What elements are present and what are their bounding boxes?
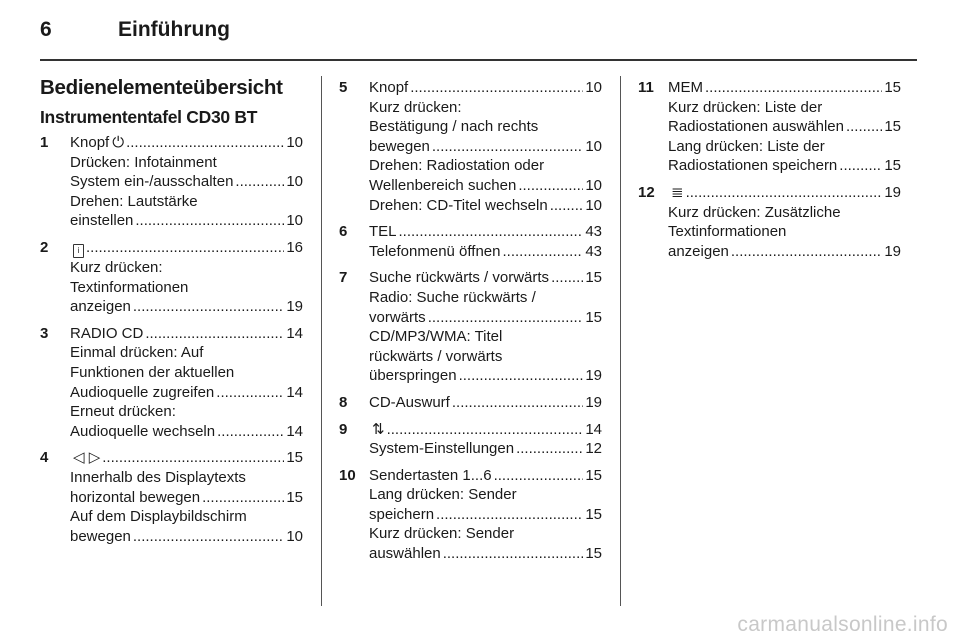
item-line (70, 448, 303, 468)
item-line (369, 366, 602, 386)
leader-dots (410, 78, 583, 98)
item-label: bewegen (70, 527, 131, 545)
item-label: einstellen (70, 212, 134, 230)
item-label: bewegen (369, 137, 430, 155)
leader-dots (705, 78, 882, 98)
item-text (70, 211, 133, 231)
item-line (369, 98, 602, 118)
item-line (70, 211, 303, 231)
page-reference: 15 (884, 157, 901, 175)
page-reference: 19 (286, 298, 303, 316)
item-text (369, 308, 426, 328)
item-text (70, 278, 188, 298)
item-line (369, 242, 602, 262)
item-label: Lang drücken: Sender (369, 486, 517, 504)
page-reference: 43 (585, 223, 602, 241)
item-label: Radiostationen speichern (668, 157, 838, 175)
leader-dots (399, 222, 584, 242)
item-line (70, 192, 303, 212)
item-text (70, 488, 200, 508)
item-line (70, 343, 303, 363)
item-label: MEM (668, 79, 703, 96)
page-header (40, 18, 917, 48)
item-text (668, 222, 786, 242)
item-line (70, 324, 303, 344)
leader-dots (428, 308, 584, 328)
item-line (70, 402, 303, 422)
item-text (70, 238, 84, 258)
page-title: Einführung (118, 18, 230, 41)
leader-dots (518, 176, 583, 196)
item-line (70, 258, 303, 278)
item-line (668, 98, 901, 118)
item-label: Audioquelle wechseln (70, 422, 216, 440)
item-text (369, 347, 502, 367)
item-line (70, 488, 303, 508)
page-reference: 10 (585, 137, 602, 155)
page-reference: 12 (585, 440, 602, 458)
page-reference: 14 (286, 422, 303, 440)
item-number: 3 (40, 324, 49, 342)
item-label: Erneut drücken: (70, 403, 176, 421)
list-item (40, 324, 303, 442)
item-number: 10 (339, 466, 356, 484)
leader-dots (731, 242, 882, 262)
item-text (369, 366, 457, 386)
item-line (668, 222, 901, 242)
item-line (369, 222, 602, 242)
item-line (369, 137, 602, 157)
list-item (339, 466, 602, 564)
settings-icon: ⇅ (372, 420, 385, 438)
item-label: rückwärts / vorwärts (369, 347, 503, 365)
page-reference: 10 (286, 212, 303, 230)
item-line (70, 153, 303, 173)
item-text (369, 327, 502, 347)
page-reference: 15 (884, 79, 901, 96)
page-reference: 15 (585, 269, 602, 287)
item-text (369, 288, 536, 308)
header-rule (40, 59, 917, 61)
page-reference: 15 (585, 308, 602, 326)
page-reference: 10 (286, 173, 303, 191)
leader-dots (846, 117, 882, 137)
column-divider-1 (321, 76, 322, 606)
item-label: Drehen: CD-Titel wechseln (369, 196, 548, 214)
item-line (70, 297, 303, 317)
item-text (369, 98, 462, 118)
leader-dots (126, 133, 284, 153)
item-text (369, 176, 516, 196)
page-reference: 19 (884, 183, 901, 201)
item-line (369, 505, 602, 525)
item-line (369, 347, 602, 367)
item-label: Bestätigung / nach rechts (369, 118, 539, 136)
page-reference: 19 (884, 242, 901, 260)
list-item (339, 78, 602, 215)
list-item (339, 393, 602, 413)
item-number: 12 (638, 183, 655, 201)
item-text (668, 137, 825, 157)
leader-dots (839, 156, 882, 176)
item-line (369, 78, 602, 98)
text-info-icon: ≣ (671, 183, 684, 201)
item-label: anzeigen (70, 298, 131, 316)
leader-dots (459, 366, 584, 386)
page-reference: 15 (585, 505, 602, 523)
item-text (369, 196, 548, 216)
item-text (369, 156, 544, 176)
list-item (339, 420, 602, 459)
item-label: horizontal bewegen (70, 488, 201, 506)
item-label: Knopf (369, 79, 409, 96)
item-text (70, 258, 163, 278)
item-line (70, 278, 303, 298)
item-label: Funktionen der aktuellen (70, 363, 235, 381)
leader-dots (452, 393, 583, 413)
item-label: CD-Auswurf (369, 393, 450, 411)
item-text (70, 383, 214, 403)
leader-dots (686, 183, 883, 203)
item-label: Knopf (70, 134, 110, 151)
item-label: Radiostationen auswählen (668, 118, 844, 136)
page-reference: 15 (585, 466, 602, 484)
item-line (70, 383, 303, 403)
leader-dots (516, 439, 583, 459)
item-text (369, 268, 549, 288)
item-text (369, 137, 430, 157)
item-label: Textinformationen (668, 223, 787, 241)
list-item (339, 268, 602, 386)
item-line (70, 172, 303, 192)
page-reference: 10 (585, 196, 602, 214)
item-label: TEL (369, 223, 397, 241)
item-line (369, 288, 602, 308)
item-text (70, 402, 176, 422)
page-reference: 14 (286, 383, 303, 401)
item-number: 4 (40, 449, 49, 467)
page-reference: 10 (286, 527, 303, 545)
item-label: CD/MP3/WMA: Titel (369, 328, 503, 346)
item-number: 5 (339, 79, 348, 96)
item-number: 8 (339, 393, 348, 411)
item-line (668, 156, 901, 176)
item-text (70, 324, 143, 344)
item-label: Sendertasten 1...6 (369, 466, 492, 484)
item-line (668, 117, 901, 137)
item-line (369, 327, 602, 347)
item-label: Drücken: Infotainment (70, 153, 217, 171)
page-reference: 10 (286, 134, 303, 151)
leader-dots (102, 448, 284, 468)
item-label: Kurz drücken: Sender (369, 525, 515, 543)
item-line (668, 78, 901, 98)
item-text (369, 117, 538, 137)
item-text (70, 527, 131, 547)
page-reference: 10 (585, 176, 602, 194)
item-label: RADIO CD (70, 324, 144, 342)
column-1 (40, 133, 303, 553)
item-text (369, 466, 492, 486)
item-text (668, 203, 841, 223)
item-label: Kurz drücken: (70, 258, 163, 276)
page-reference: 15 (884, 118, 901, 136)
page-reference: 14 (286, 324, 303, 342)
leader-dots (217, 422, 284, 442)
page-reference: 16 (286, 238, 303, 256)
item-text (668, 78, 703, 98)
item-text (70, 422, 215, 442)
item-label: Einmal drücken: Auf (70, 344, 204, 362)
leader-dots (432, 137, 583, 157)
item-label: überspringen (369, 367, 457, 385)
leader-dots (235, 172, 284, 192)
item-line (369, 176, 602, 196)
item-line (668, 183, 901, 203)
item-label: Radio: Suche rückwärts / (369, 288, 536, 306)
item-text (70, 133, 124, 153)
item-text (70, 363, 234, 383)
item-text (70, 192, 198, 212)
item-line (70, 133, 303, 153)
item-label: Drehen: Radiostation oder (369, 157, 545, 175)
item-line (70, 507, 303, 527)
page-reference: 14 (585, 420, 602, 438)
item-text (668, 242, 729, 262)
item-line (369, 420, 602, 440)
leader-dots (551, 268, 583, 288)
item-text (668, 183, 684, 203)
page-reference: 10 (585, 79, 602, 96)
item-line (369, 117, 602, 137)
item-line (70, 363, 303, 383)
item-text (668, 117, 844, 137)
item-number: 7 (339, 269, 348, 287)
item-number: 6 (339, 223, 348, 241)
list-item (40, 133, 303, 231)
item-text (369, 242, 501, 262)
list-item (339, 222, 602, 261)
item-label: Auf dem Displaybildschirm (70, 508, 247, 526)
item-line (369, 196, 602, 216)
item-text (369, 505, 434, 525)
left-right-arrows-icon: ◁ ▷ (73, 449, 101, 467)
item-text (70, 468, 246, 488)
item-text (369, 393, 450, 413)
column-3 (638, 78, 901, 268)
item-number: 9 (339, 420, 348, 438)
item-text (369, 439, 514, 459)
item-label: Kurz drücken: (369, 98, 462, 116)
leader-dots (202, 488, 284, 508)
item-line (668, 137, 901, 157)
item-label: speichern (369, 505, 435, 523)
item-line (369, 393, 602, 413)
item-text (70, 153, 217, 173)
page-reference: 43 (585, 242, 602, 260)
leader-dots (443, 544, 584, 564)
list-item (40, 448, 303, 546)
page-reference: 15 (286, 488, 303, 506)
item-label: System ein-/ausschalten (70, 173, 234, 191)
item-line (70, 468, 303, 488)
leader-dots (86, 238, 284, 258)
item-line (369, 466, 602, 486)
item-line (70, 238, 303, 258)
subsection-title: Instrumententafel CD30 BT (40, 107, 258, 127)
item-label: auswählen (369, 545, 441, 563)
item-text (369, 524, 514, 544)
leader-dots (145, 324, 284, 344)
item-text (668, 98, 822, 118)
item-label: Kurz drücken: Zusätzliche (668, 203, 841, 221)
column-divider-2 (620, 76, 621, 606)
item-line (369, 308, 602, 328)
item-line (369, 544, 602, 564)
item-line (369, 439, 602, 459)
item-label: Telefonmenü öffnen (369, 242, 501, 260)
item-text (70, 343, 203, 363)
item-line (369, 156, 602, 176)
item-text (70, 297, 131, 317)
item-label: Suche rückwärts / vorwärts (369, 269, 550, 287)
item-label: Audioquelle zugreifen (70, 383, 215, 401)
item-label: System-Einstellungen (369, 440, 515, 458)
item-text (369, 544, 441, 564)
item-text (70, 507, 247, 527)
item-label: Innerhalb des Displaytexts (70, 468, 246, 486)
item-line (70, 422, 303, 442)
leader-dots (133, 527, 284, 547)
item-text (668, 156, 837, 176)
item-line (668, 203, 901, 223)
item-number: 11 (638, 79, 654, 96)
item-label: anzeigen (668, 242, 729, 260)
item-text (369, 78, 408, 98)
leader-dots (494, 466, 584, 486)
leader-dots (436, 505, 583, 525)
item-label: Kurz drücken: Liste der (668, 98, 823, 116)
item-text (369, 485, 517, 505)
item-text (369, 420, 385, 440)
leader-dots (550, 196, 584, 216)
item-number: 2 (40, 238, 49, 256)
column-2 (339, 78, 602, 571)
item-number: 1 (40, 134, 49, 151)
item-line (369, 485, 602, 505)
leader-dots (216, 383, 284, 403)
leader-dots (387, 420, 584, 440)
leader-dots (503, 242, 584, 262)
item-text (70, 172, 233, 192)
leader-dots (135, 211, 284, 231)
item-label: Wellenbereich suchen (369, 176, 517, 194)
section-title: Bedienelementeübersicht (40, 76, 283, 99)
item-line (369, 524, 602, 544)
list-item (638, 78, 901, 176)
item-text (70, 448, 100, 468)
item-line (668, 242, 901, 262)
page-reference: 15 (286, 449, 303, 467)
info-icon: i (73, 244, 84, 258)
page-number: 6 (40, 18, 52, 41)
item-label: Textinformationen (70, 278, 189, 296)
item-line (369, 268, 602, 288)
watermark: carmanualsonline.info (737, 613, 948, 636)
item-label: Lang drücken: Liste der (668, 137, 825, 155)
page-reference: 19 (585, 367, 602, 385)
item-text (369, 222, 397, 242)
page-reference: 15 (585, 545, 602, 563)
list-item (638, 183, 901, 261)
item-label: vorwärts (369, 308, 426, 326)
item-line (70, 527, 303, 547)
power-icon: ⏻ (112, 134, 125, 151)
item-label: Drehen: Lautstärke (70, 192, 198, 210)
list-item (40, 238, 303, 317)
leader-dots (133, 297, 284, 317)
page-reference: 19 (585, 393, 602, 411)
